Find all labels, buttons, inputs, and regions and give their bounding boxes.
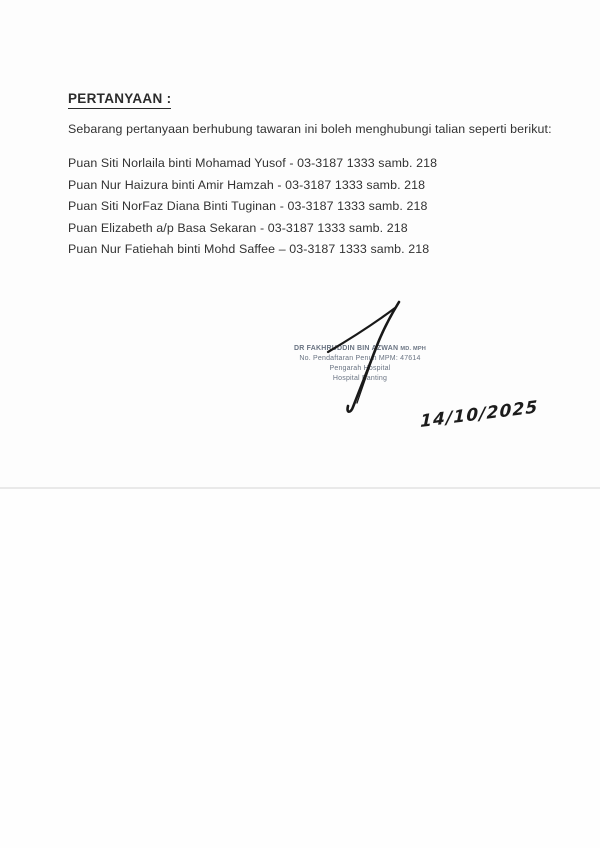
- handwritten-date: 14/10/2025: [420, 397, 539, 432]
- stamp-doctor-name: DR FAKHRUDDIN BIN AZWAN: [293, 345, 399, 352]
- blank-lower-page: [0, 489, 600, 848]
- contact-line: Puan Siti NorFaz Diana Binti Tuginan - 03-3187 1333 samb. 218: [68, 199, 428, 214]
- contact-line: Puan Nur Fatiehah binti Mohd Saffee – 03-3187 1333 samb. 218: [68, 242, 430, 257]
- contact-line: Puan Siti Norlaila binti Mohamad Yusof - 03-3187 1333 samb. 218: [68, 156, 438, 170]
- stamp-registration-number: No. Pendaftaran Penuh MPM: 47614: [299, 355, 421, 362]
- contact-line: Puan Elizabeth a/p Basa Sekaran - 03-3187 1333 samb. 218: [68, 220, 408, 235]
- stamp-doctor-credentials: MD. MPH: [400, 346, 427, 352]
- contact-line: Puan Nur Haizura binti Amir Hamzah - 03-3187 1333 samb. 218: [68, 177, 426, 192]
- intro-paragraph: Sebarang pertanyaan berhubung tawaran ini boleh menghubungi talian seperti berikut:: [68, 122, 552, 136]
- stamp-hospital-name: Hospital Banting: [332, 375, 388, 382]
- section-heading: PERTANYAAN :: [68, 91, 171, 109]
- stamp-director-title: Pengarah Hospital: [329, 365, 391, 372]
- signature-icon: [315, 295, 410, 420]
- contact-list: [68, 153, 437, 261]
